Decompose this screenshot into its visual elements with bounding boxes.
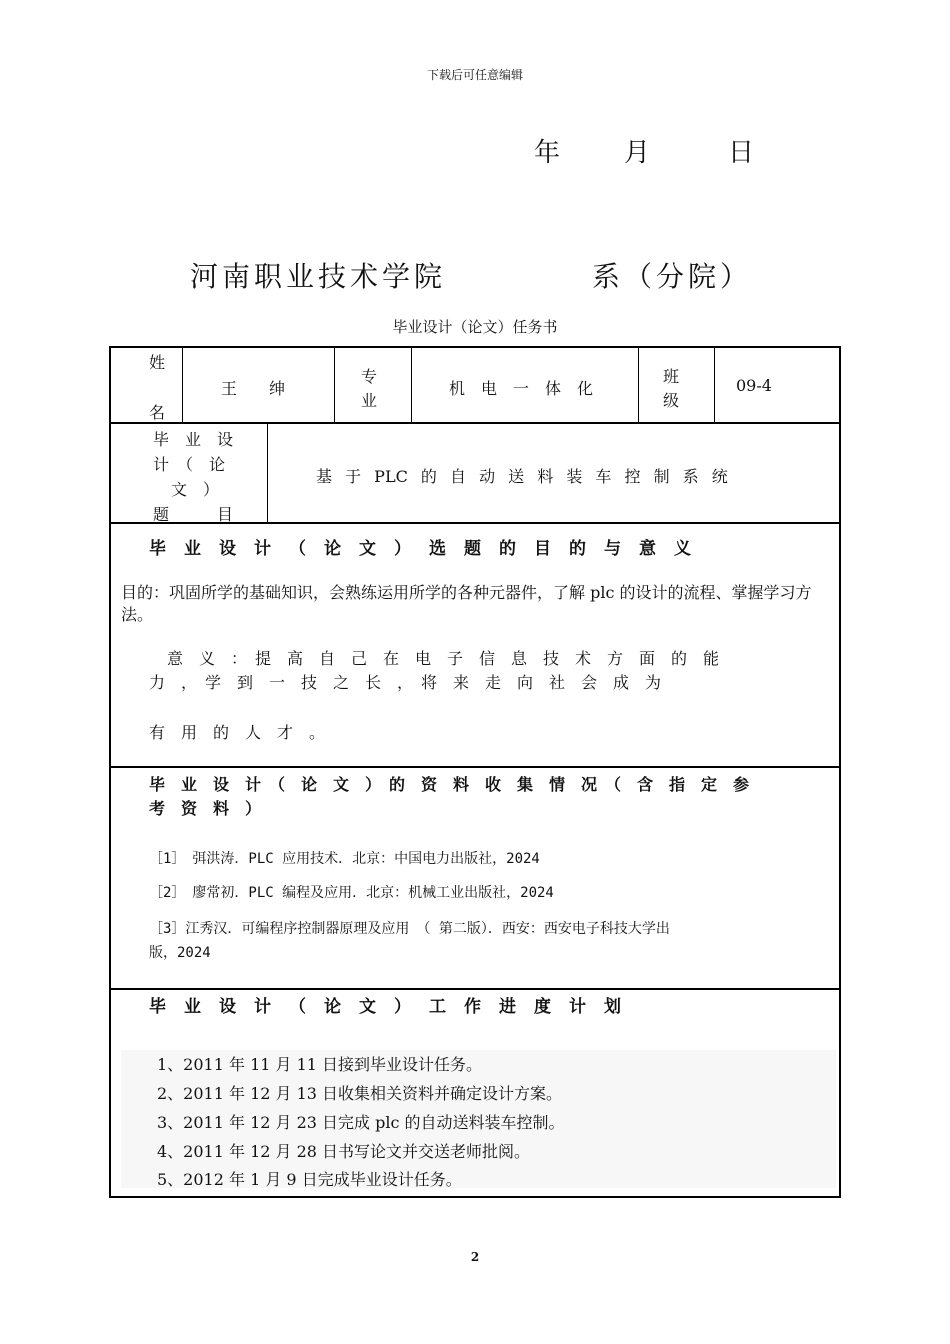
topic-value: 基 于 PLC 的 自 动 送 料 装 车 控 制 系 统	[316, 467, 728, 486]
materials-section	[109, 766, 841, 990]
topic-label-line-1: 毕 业 设	[153, 430, 234, 449]
purpose-goal: 目的：巩固所学的基础知识，会熟练运用所学的各种元器件，了解 plc 的设计的流程、掌握学习方法。	[121, 583, 812, 624]
college-dept: 系（分院）	[592, 260, 753, 293]
topic-label-line-3: 文 ）	[171, 480, 220, 499]
reference-item: ［3］江秀汉．可编程序控制器原理及应用 （ 第二版）．西安：西安电子科技大学出	[149, 921, 670, 937]
date-year: 年	[534, 138, 561, 168]
class-label-bottom: 级	[663, 391, 680, 410]
date-day: 日	[728, 138, 755, 168]
name-label-top: 姓	[149, 353, 166, 372]
purpose-meaning-line-2: 力 ， 学 到 一 技 之 长 ， 将 来 走 向 社 会 成 为	[149, 673, 662, 692]
document-subtitle: 毕业设计（论文）任务书	[392, 318, 558, 336]
purpose-heading: 毕业设计（论文）选题的目的与意义	[149, 539, 709, 559]
name-value: 王 绅	[221, 379, 286, 398]
materials-heading-line-1: 毕 业 设 计 （ 论 文 ） 的 资 料 收 集 情 况 （ 含 指 定 参	[149, 775, 750, 794]
class-label-top: 班	[663, 367, 680, 386]
materials-heading-line-2: 考 资 料 ）	[149, 799, 262, 818]
header-note: 下载后可任意编辑	[426, 68, 523, 82]
reference-item: ［1］ 弭洪涛．PLC 应用技术．北京：中国电力出版社，2024	[149, 851, 540, 867]
purpose-meaning-line-3: 有 用 的 人 才 。	[149, 723, 326, 742]
student-info-row	[109, 346, 841, 424]
date-month: 月	[624, 138, 651, 168]
schedule-item: 4、2011 年 12 月 28 日书写论文并交送老师批阅。	[157, 1142, 531, 1161]
class-value: 09-4	[736, 376, 772, 395]
college-name: 河南职业技术学院	[190, 260, 447, 293]
purpose-section	[109, 522, 841, 768]
schedule-item: 1、2011 年 11 月 11 日接到毕业设计任务。	[157, 1055, 483, 1074]
schedule-item: 5、2012 年 1 月 9 日完成毕业设计任务。	[157, 1170, 462, 1189]
schedule-item: 3、2011 年 12 月 23 日完成 plc 的自动送料装车控制。	[157, 1113, 565, 1132]
major-label-bottom: 业	[361, 391, 378, 410]
schedule-list	[121, 1050, 836, 1188]
topic-row	[109, 422, 841, 524]
reference-item: 版，2024	[149, 945, 211, 961]
major-label-top: 专	[361, 367, 378, 386]
purpose-meaning-line-1: 意 义 ： 提 高 自 己 在 电 子 信 息 技 术 方 面 的 能	[167, 649, 720, 668]
schedule-heading: 毕业设计（论文）工作进度计划	[149, 997, 639, 1017]
major-value: 机 电 一 体 化	[449, 379, 594, 398]
topic-label-line-4: 题 目	[153, 505, 234, 524]
schedule-section	[109, 988, 841, 1198]
topic-label-line-2: 计 （ 论	[153, 455, 226, 474]
schedule-item: 2、2011 年 12 月 13 日收集相关资料并确定设计方案。	[157, 1084, 563, 1103]
page-number: 2	[470, 1250, 480, 1264]
name-label-bottom: 名	[149, 403, 166, 422]
reference-item: ［2］ 廖常初．PLC 编程及应用．北京：机械工业出版社，2024	[149, 885, 554, 901]
